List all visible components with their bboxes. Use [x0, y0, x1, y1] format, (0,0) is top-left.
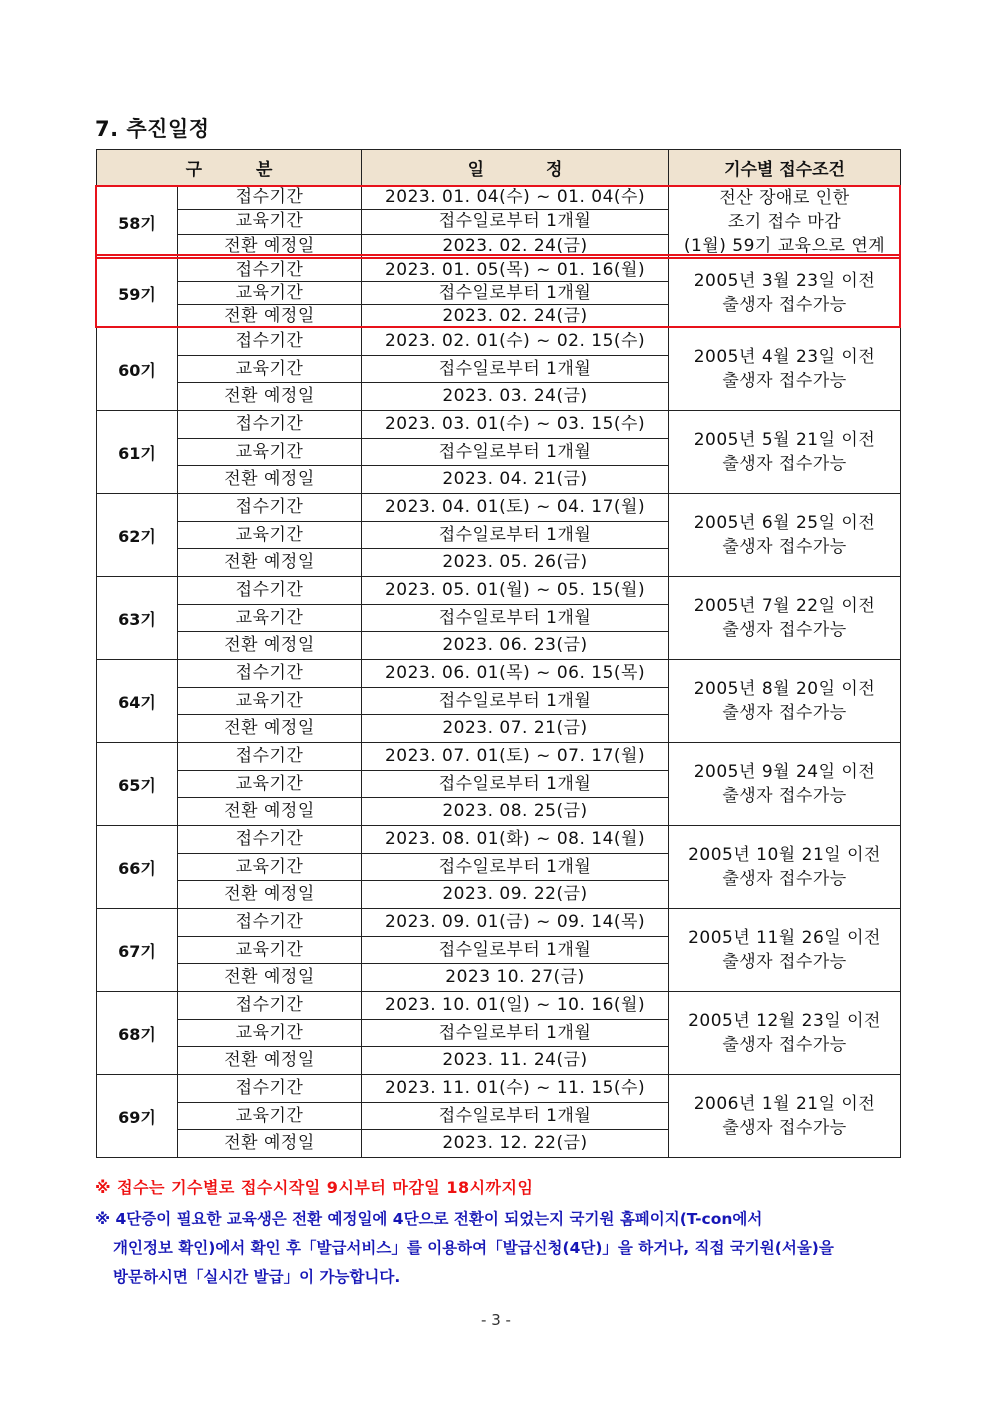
condition-line: 2005년 5월 21일 이전	[693, 430, 876, 450]
row-label: 접수기간	[178, 992, 362, 1020]
generation-label: 69기	[97, 1075, 178, 1158]
table-row	[97, 328, 901, 356]
schedule-value: 2023. 02. 24(금)	[362, 234, 669, 258]
condition-line: 2005년 3월 23일 이전	[693, 271, 876, 291]
condition-line: 2005년 6월 25일 이전	[693, 513, 876, 533]
row-label: 전환 예정일	[178, 1130, 362, 1158]
generation-label: 64기	[97, 660, 178, 743]
schedule-value: 2023. 11. 01(수) ~ 11. 15(수)	[362, 1075, 669, 1103]
schedule-value: 2023. 01. 04(수) ~ 01. 04(수)	[362, 186, 669, 210]
condition-line: 2006년 1월 21일 이전	[693, 1094, 876, 1114]
row-label: 전환 예정일	[178, 305, 362, 328]
row-label: 교육기간	[178, 282, 362, 305]
generation-label: 59기	[97, 259, 178, 328]
schedule-value: 2023. 03. 24(금)	[362, 383, 669, 411]
notice-blue-line-3: 방문하시면「실시간 발급」이 가능합니다.	[113, 1268, 401, 1286]
table-row	[97, 743, 901, 771]
row-label: 전환 예정일	[178, 632, 362, 660]
row-label: 접수기간	[178, 743, 362, 771]
schedule-value: 2023. 12. 22(금)	[362, 1130, 669, 1158]
row-label: 접수기간	[178, 259, 362, 282]
condition-cell	[669, 826, 901, 909]
row-label: 접수기간	[178, 411, 362, 439]
row-label: 전환 예정일	[178, 466, 362, 494]
row-label: 접수기간	[178, 328, 362, 356]
schedule-value: 접수일로부터 1개월	[362, 937, 669, 964]
row-label: 전환 예정일	[178, 715, 362, 743]
condition-cell	[669, 411, 901, 494]
schedule-value: 2023 10. 27(금)	[362, 964, 669, 992]
row-label: 접수기간	[178, 186, 362, 210]
schedule-table	[96, 149, 901, 1158]
condition-line: 전산 장애로 인한	[719, 188, 850, 208]
schedule-value: 2023. 09. 22(금)	[362, 881, 669, 909]
row-label: 교육기간	[178, 522, 362, 549]
condition-cell	[669, 660, 901, 743]
row-label: 교육기간	[178, 1020, 362, 1047]
row-label: 전환 예정일	[178, 881, 362, 909]
notice-blue-line-1: ※ 4단증이 필요한 교육생은 전환 예정일에 4단으로 전환이 되었는지 국기원 홈페이지(T-con에서	[95, 1210, 763, 1228]
row-label: 교육기간	[178, 1103, 362, 1130]
condition-line: 출생자 접수가능	[722, 1035, 847, 1055]
condition-line: 출생자 접수가능	[722, 786, 847, 806]
condition-line: 출생자 접수가능	[722, 703, 847, 723]
notice-blue	[95, 1205, 900, 1292]
schedule-value: 2023. 05. 26(금)	[362, 549, 669, 577]
condition-line: 2005년 10월 21일 이전	[688, 845, 881, 865]
table-row	[97, 411, 901, 439]
schedule-value: 2023. 01. 05(목) ~ 01. 16(월)	[362, 259, 669, 282]
header-schedule: 일 정	[362, 150, 669, 186]
row-label: 교육기간	[178, 854, 362, 881]
schedule-value: 2023. 05. 01(월) ~ 05. 15(월)	[362, 577, 669, 605]
table-row	[97, 259, 901, 282]
generation-label: 62기	[97, 494, 178, 577]
condition-line: 2005년 9월 24일 이전	[693, 762, 876, 782]
table-row	[97, 826, 901, 854]
condition-cell	[669, 909, 901, 992]
row-label: 교육기간	[178, 210, 362, 234]
condition-line: 출생자 접수가능	[722, 869, 847, 889]
row-label: 전환 예정일	[178, 964, 362, 992]
condition-line: 2005년 8월 20일 이전	[693, 679, 876, 699]
condition-line: 2005년 11월 26일 이전	[688, 928, 881, 948]
condition-line: 출생자 접수가능	[722, 295, 847, 315]
condition-cell	[669, 328, 901, 411]
schedule-value: 접수일로부터 1개월	[362, 210, 669, 234]
table-row	[97, 186, 901, 210]
table-header-row	[97, 150, 901, 186]
table-row	[97, 660, 901, 688]
row-label: 전환 예정일	[178, 1047, 362, 1075]
row-label: 전환 예정일	[178, 234, 362, 258]
table-row	[97, 992, 901, 1020]
schedule-value: 2023. 04. 01(토) ~ 04. 17(월)	[362, 494, 669, 522]
schedule-value: 접수일로부터 1개월	[362, 439, 669, 466]
schedule-value: 접수일로부터 1개월	[362, 854, 669, 881]
table-row	[97, 494, 901, 522]
schedule-value: 접수일로부터 1개월	[362, 688, 669, 715]
condition-cell	[669, 1075, 901, 1158]
schedule-value: 2023. 08. 01(화) ~ 08. 14(월)	[362, 826, 669, 854]
notice-blue-line-2: 개인정보 확인)에서 확인 후「발급서비스」를 이용하여「발급신청(4단)」을 하거나, 직접 국기원(서울)을	[113, 1239, 834, 1257]
schedule-value: 접수일로부터 1개월	[362, 1103, 669, 1130]
condition-cell	[669, 494, 901, 577]
generation-label: 60기	[97, 328, 178, 411]
schedule-value: 접수일로부터 1개월	[362, 282, 669, 305]
table-row	[97, 1075, 901, 1103]
condition-cell	[669, 743, 901, 826]
condition-line: 출생자 접수가능	[722, 1118, 847, 1138]
table-row	[97, 577, 901, 605]
row-label: 전환 예정일	[178, 549, 362, 577]
schedule-value: 2023. 08. 25(금)	[362, 798, 669, 826]
schedule-value: 2023. 07. 21(금)	[362, 715, 669, 743]
row-label: 교육기간	[178, 605, 362, 632]
row-label: 교육기간	[178, 356, 362, 383]
generation-label: 68기	[97, 992, 178, 1075]
schedule-value: 2023. 09. 01(금) ~ 09. 14(목)	[362, 909, 669, 937]
schedule-value: 2023. 04. 21(금)	[362, 466, 669, 494]
schedule-value: 접수일로부터 1개월	[362, 605, 669, 632]
header-category: 구 분	[97, 150, 362, 186]
condition-line: 출생자 접수가능	[722, 537, 847, 557]
condition-line: 출생자 접수가능	[722, 454, 847, 474]
generation-label: 65기	[97, 743, 178, 826]
condition-line: 2005년 12월 23일 이전	[688, 1011, 881, 1031]
generation-label: 66기	[97, 826, 178, 909]
schedule-value: 2023. 10. 01(일) ~ 10. 16(월)	[362, 992, 669, 1020]
condition-line: 출생자 접수가능	[722, 952, 847, 972]
schedule-value: 접수일로부터 1개월	[362, 1020, 669, 1047]
schedule-value: 접수일로부터 1개월	[362, 356, 669, 383]
page-number: - 3 -	[481, 1311, 511, 1329]
condition-line: 2005년 7월 22일 이전	[693, 596, 876, 616]
schedule-value: 2023. 03. 01(수) ~ 03. 15(수)	[362, 411, 669, 439]
condition-line: (1월) 59기 교육으로 연계	[683, 236, 886, 256]
condition-cell	[669, 992, 901, 1075]
schedule-value: 2023. 02. 24(금)	[362, 305, 669, 328]
schedule-value: 2023. 02. 01(수) ~ 02. 15(수)	[362, 328, 669, 356]
generation-label: 67기	[97, 909, 178, 992]
row-label: 접수기간	[178, 909, 362, 937]
schedule-value: 2023. 06. 01(목) ~ 06. 15(목)	[362, 660, 669, 688]
generation-label: 61기	[97, 411, 178, 494]
row-label: 접수기간	[178, 826, 362, 854]
row-label: 교육기간	[178, 771, 362, 798]
row-label: 전환 예정일	[178, 383, 362, 411]
row-label: 접수기간	[178, 660, 362, 688]
condition-cell	[669, 259, 901, 328]
schedule-value: 2023. 06. 23(금)	[362, 632, 669, 660]
header-conditions: 기수별 접수조건	[669, 150, 901, 186]
notice-red: ※ 접수는 기수별로 접수시작일 9시부터 마감일 18시까지임	[95, 1178, 534, 1197]
row-label: 교육기간	[178, 937, 362, 964]
row-label: 교육기간	[178, 439, 362, 466]
condition-line: 출생자 접수가능	[722, 620, 847, 640]
table-row	[97, 909, 901, 937]
row-label: 교육기간	[178, 688, 362, 715]
schedule-body	[97, 186, 901, 1158]
schedule-value: 접수일로부터 1개월	[362, 522, 669, 549]
generation-label: 63기	[97, 577, 178, 660]
condition-cell	[669, 186, 901, 259]
condition-cell	[669, 577, 901, 660]
row-label: 전환 예정일	[178, 798, 362, 826]
condition-line: 출생자 접수가능	[722, 371, 847, 391]
schedule-value: 2023. 11. 24(금)	[362, 1047, 669, 1075]
row-label: 접수기간	[178, 1075, 362, 1103]
row-label: 접수기간	[178, 494, 362, 522]
section-title: 7. 추진일정	[95, 117, 210, 141]
condition-line: 2005년 4월 23일 이전	[693, 347, 876, 367]
generation-label: 58기	[97, 186, 178, 259]
schedule-value: 접수일로부터 1개월	[362, 771, 669, 798]
condition-line: 조기 접수 마감	[727, 212, 842, 232]
row-label: 접수기간	[178, 577, 362, 605]
schedule-value: 2023. 07. 01(토) ~ 07. 17(월)	[362, 743, 669, 771]
